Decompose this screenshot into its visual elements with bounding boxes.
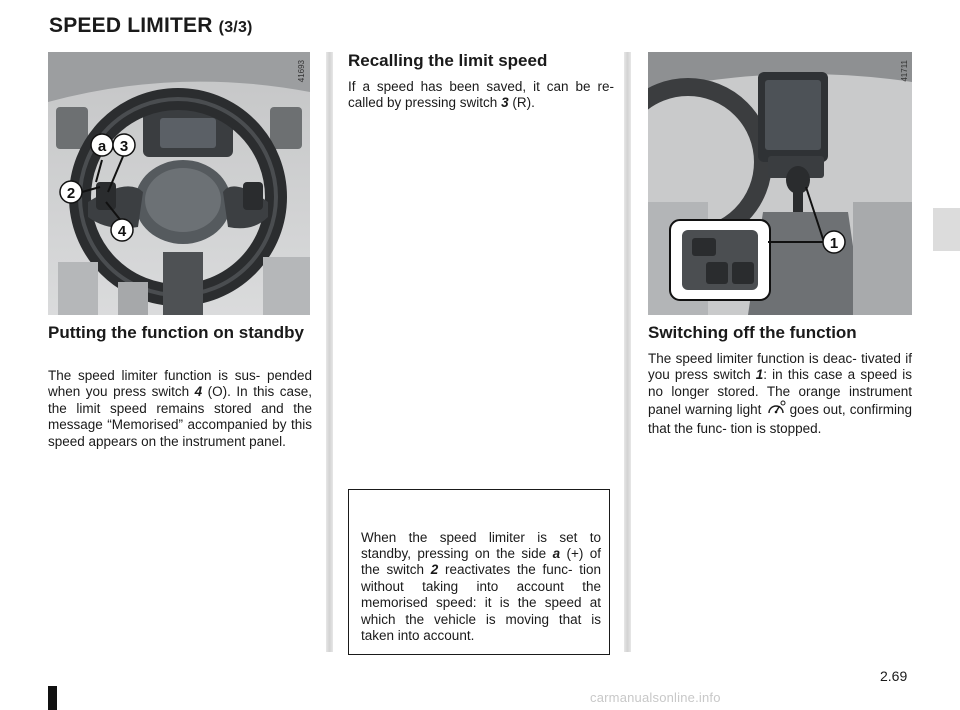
console-switch-illustration bbox=[648, 52, 912, 315]
title-text: SPEED LIMITER bbox=[49, 14, 213, 37]
label-4: 4 bbox=[117, 223, 127, 240]
page-number: 2.69 bbox=[880, 668, 908, 684]
standby-switch-ref: 4 bbox=[194, 384, 203, 400]
heading-standby: Putting the function on standby bbox=[48, 323, 304, 342]
heading-recall: Recalling the limit speed bbox=[348, 51, 548, 70]
off-text-3: goes out, confirming that the func- tion is stopped. bbox=[648, 402, 912, 436]
steering-wheel-illustration bbox=[48, 52, 310, 315]
label-3: 3 bbox=[119, 138, 129, 155]
standby-text-1: The speed limiter function is sus- pended when you press switch bbox=[48, 368, 312, 400]
paragraph-standby bbox=[48, 368, 312, 450]
heading-switch-off: Switching off the function bbox=[648, 323, 857, 342]
paragraph-recall bbox=[348, 79, 614, 112]
recall-text-2: (R). bbox=[508, 95, 535, 111]
label-1: 1 bbox=[829, 235, 839, 252]
paragraph-switch-off bbox=[648, 351, 912, 437]
speed-limiter-warning-icon bbox=[766, 400, 786, 420]
figure-ref-steering: 41693 bbox=[297, 60, 306, 83]
standby-text-2: (O). In this case, the limit speed remains stored and the message “Memorised” accompanied by this speed appears on the instrument panel. bbox=[48, 384, 313, 449]
note-text-2: (+) of the switch bbox=[361, 545, 601, 578]
note-switch-ref: 2 bbox=[430, 562, 439, 578]
recall-text-1: If a speed has been saved, it can be re- called by pressing switch bbox=[348, 79, 614, 111]
label-a: a bbox=[97, 138, 107, 155]
off-switch-ref: 1 bbox=[755, 367, 764, 383]
corner-mark bbox=[48, 686, 57, 710]
watermark: carmanualsonline.info bbox=[590, 690, 721, 705]
figure-ref-console: 41711 bbox=[900, 60, 909, 82]
note-text-3: reactivates the func- tion without taking into account the memorised speed: it is the speed at which the vehicle is moving that is taken into account. bbox=[361, 562, 601, 643]
off-text-2: : in this case a speed is no longer stored. The orange instrument panel warning light bbox=[648, 367, 912, 418]
note-side-ref: a bbox=[552, 545, 561, 561]
note-text bbox=[361, 530, 601, 645]
recall-switch-ref: 3 bbox=[501, 95, 509, 111]
column-separator-right bbox=[624, 52, 631, 652]
chapter-edge-tab bbox=[933, 208, 960, 251]
page-title bbox=[49, 14, 253, 38]
note-text-1: When the speed limiter is set to standby, pressing on the side bbox=[361, 529, 601, 561]
label-2: 2 bbox=[66, 185, 76, 202]
title-subtitle: (3/3) bbox=[218, 19, 253, 36]
off-text-1: The speed limiter function is deac- tivated if you press switch bbox=[648, 351, 912, 383]
column-separator-left bbox=[326, 52, 333, 652]
